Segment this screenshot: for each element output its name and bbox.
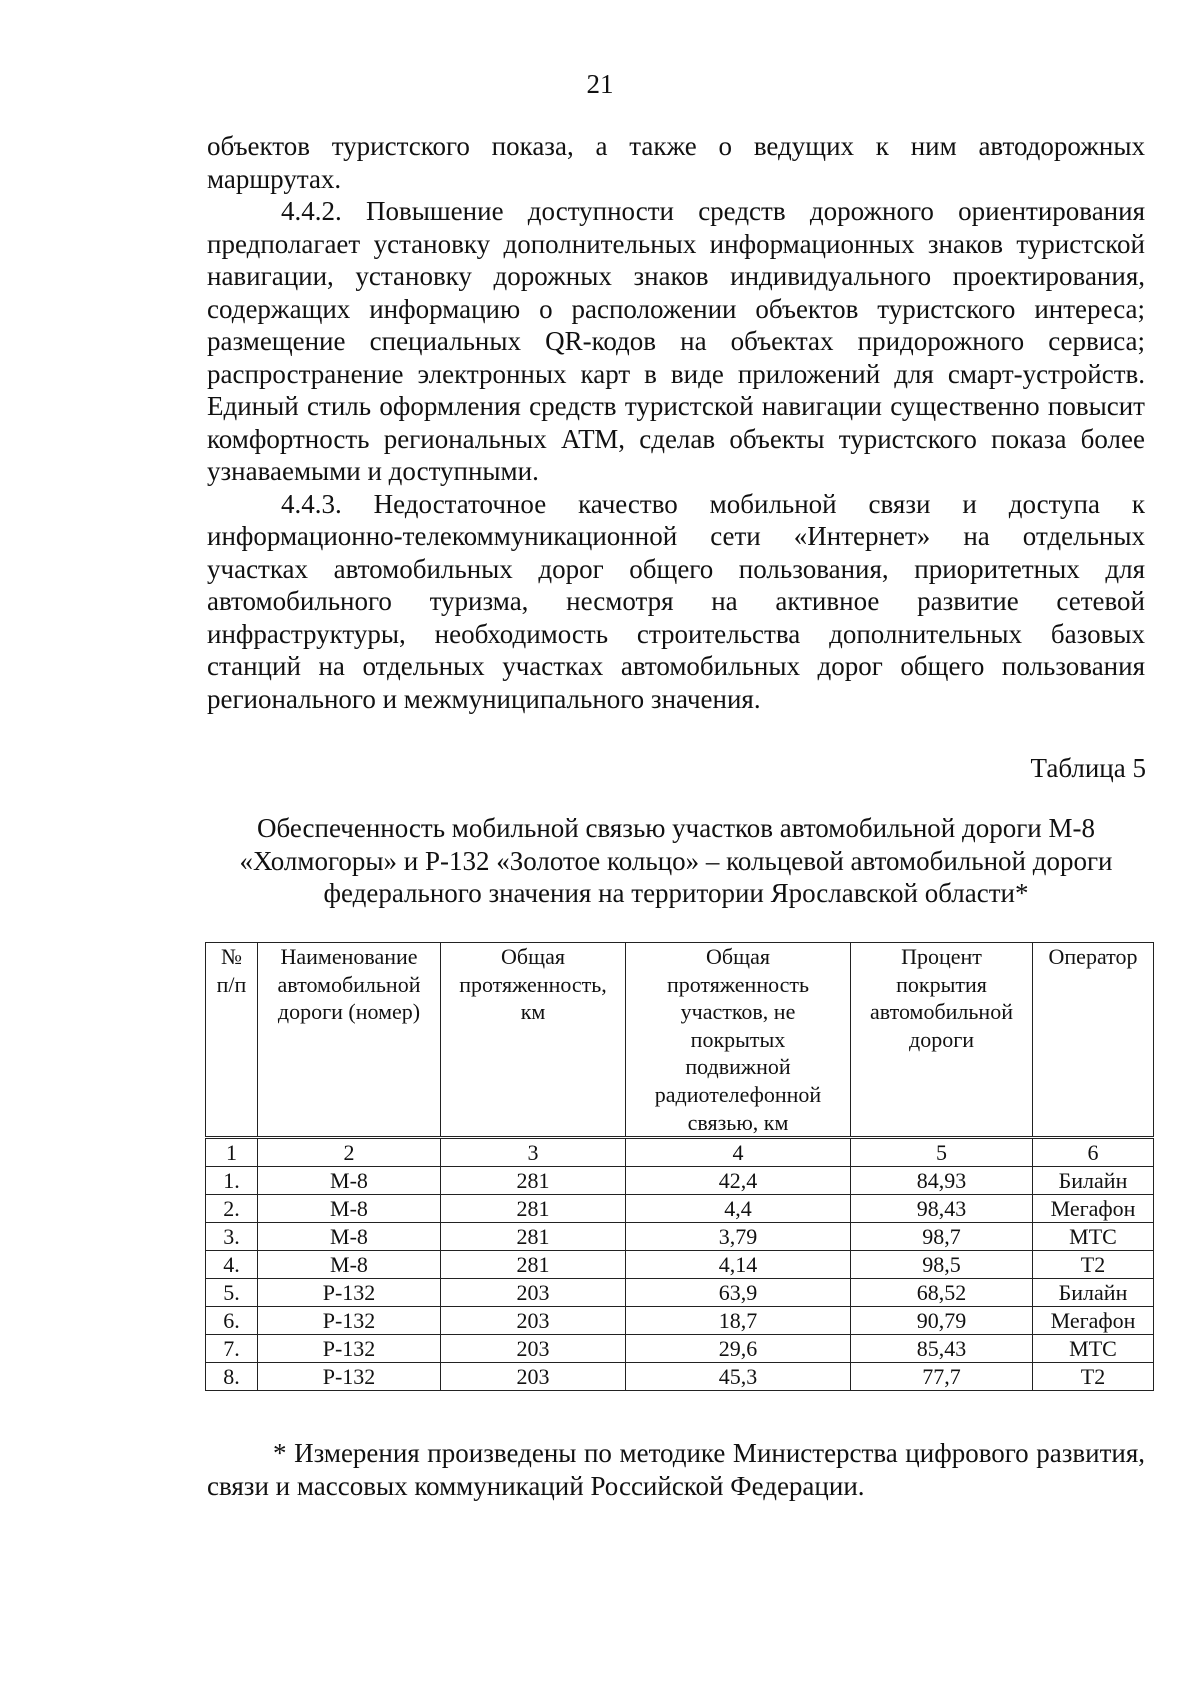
header-coverage-percent xyxy=(851,943,1033,1138)
table-cell: 1. xyxy=(206,1167,258,1195)
table-cell: 4,14 xyxy=(626,1251,851,1279)
table-cell: Т2 xyxy=(1033,1363,1154,1391)
table-cell: 98,43 xyxy=(851,1195,1033,1223)
table-row xyxy=(206,1251,1154,1279)
table-cell: 63,9 xyxy=(626,1279,851,1307)
header-line: подвижной xyxy=(685,1054,791,1080)
header-number xyxy=(206,943,258,1138)
header-total-length xyxy=(441,943,626,1138)
table-cell: Р-132 xyxy=(258,1363,441,1391)
body-text xyxy=(207,130,1145,715)
table-title-line: «Холмогоры» и Р-132 «Золотое кольцо» – кольцевой автомобильной дороги xyxy=(239,845,1113,876)
table-cell: 85,43 xyxy=(851,1335,1033,1363)
table-cell: 77,7 xyxy=(851,1363,1033,1391)
header-line: Общая xyxy=(501,944,565,969)
header-road-name xyxy=(258,943,441,1138)
header-line: участков, не xyxy=(680,999,796,1025)
header-line: автомобильной xyxy=(870,999,1013,1025)
column-number: 4 xyxy=(626,1138,851,1167)
table-cell: Р-132 xyxy=(258,1307,441,1335)
column-number: 3 xyxy=(441,1138,626,1167)
header-uncovered-length xyxy=(626,943,851,1138)
header-line: п/п xyxy=(216,971,247,997)
column-number: 2 xyxy=(258,1138,441,1167)
header-line: связью, км xyxy=(687,1109,789,1135)
table-cell: 4. xyxy=(206,1251,258,1279)
table-cell: 203 xyxy=(441,1279,626,1307)
table-cell: 281 xyxy=(441,1251,626,1279)
table-cell: Билайн xyxy=(1033,1167,1154,1195)
table-cell: 18,7 xyxy=(626,1307,851,1335)
header-line: дороги xyxy=(909,1026,974,1052)
table-cell: 3. xyxy=(206,1223,258,1251)
header-line: автомобильной xyxy=(277,971,421,997)
table-cell: МТС xyxy=(1033,1335,1154,1363)
table-cell: 68,52 xyxy=(851,1279,1033,1307)
header-line: км xyxy=(520,999,546,1025)
table-title xyxy=(207,812,1145,910)
header-line: Общая xyxy=(706,944,770,969)
table-cell: Билайн xyxy=(1033,1279,1154,1307)
header-line: Оператор xyxy=(1048,944,1138,969)
table-cell: Мегафон xyxy=(1033,1195,1154,1223)
table-cell: 98,5 xyxy=(851,1251,1033,1279)
header-line: покрытия xyxy=(896,971,987,997)
header-line: Процент xyxy=(901,944,982,969)
table-cell: 7. xyxy=(206,1335,258,1363)
table-cell: 281 xyxy=(441,1167,626,1195)
table-cell: 42,4 xyxy=(626,1167,851,1195)
footnote xyxy=(207,1437,1145,1502)
table-cell: 98,7 xyxy=(851,1223,1033,1251)
coverage-table xyxy=(205,942,1154,1391)
table-cell: 203 xyxy=(441,1335,626,1363)
table-cell: 8. xyxy=(206,1363,258,1391)
column-number: 6 xyxy=(1033,1138,1154,1167)
table-cell: 45,3 xyxy=(626,1363,851,1391)
header-operator xyxy=(1033,943,1154,1138)
table-cell: МТС xyxy=(1033,1223,1154,1251)
table-cell: 90,79 xyxy=(851,1307,1033,1335)
paragraph-continuation: объектов туристского показа, а также о ведущих к ним автодорожных маршрутах. xyxy=(207,131,1145,194)
table-row xyxy=(206,1279,1154,1307)
table-cell: Т2 xyxy=(1033,1251,1154,1279)
table-cell: 6. xyxy=(206,1307,258,1335)
table-header-row xyxy=(206,943,1154,1138)
table-cell: М-8 xyxy=(258,1195,441,1223)
table-cell: М-8 xyxy=(258,1251,441,1279)
column-number: 5 xyxy=(851,1138,1033,1167)
table-cell: 281 xyxy=(441,1223,626,1251)
header-line: покрытых xyxy=(690,1026,786,1052)
header-line: № xyxy=(221,944,242,969)
header-line: Наименование xyxy=(280,944,418,969)
table-cell: 2. xyxy=(206,1195,258,1223)
table-cell: 3,79 xyxy=(626,1223,851,1251)
table-cell: 29,6 xyxy=(626,1335,851,1363)
table-cell: 84,93 xyxy=(851,1167,1033,1195)
header-line: дороги (номер) xyxy=(277,999,421,1025)
table-cell: М-8 xyxy=(258,1167,441,1195)
table-cell: 203 xyxy=(441,1307,626,1335)
table-label: Таблица 5 xyxy=(1030,753,1146,783)
table-cell: Р-132 xyxy=(258,1279,441,1307)
column-number: 1 xyxy=(206,1138,258,1167)
table-cell: Мегафон xyxy=(1033,1307,1154,1335)
table-title-line: Обеспеченность мобильной связью участков автомобильной дороги М-8 xyxy=(257,813,1095,843)
table-cell: 281 xyxy=(441,1195,626,1223)
header-line: протяженность, xyxy=(459,971,607,997)
table-cell: 4,4 xyxy=(626,1195,851,1223)
table-row xyxy=(206,1167,1154,1195)
page-number: 21 xyxy=(586,69,614,99)
table-title-line: федерального значения на территории Ярославской области* xyxy=(323,878,1029,908)
header-line: протяженность xyxy=(666,971,810,997)
paragraph-4-4-2: 4.4.2. Повышение доступности средств дорожного ориентирования предполагает установку дополнительных информационных знаков туристской навигации, установку дорожных знаков индивидуального проектирования, содержащих информацию о расположении объектов туристского интереса; размещение специальных QR-кодов на объектах придорожного сервиса; распространение электронных карт в виде приложений для смарт-устройств. Единый стиль оформления средств туристской навигации существенно повысит комфортность региональных АТМ, сделав объекты туристского показа более узнаваемыми и доступными. xyxy=(207,196,1145,486)
table-row xyxy=(206,1223,1154,1251)
table-row xyxy=(206,1307,1154,1335)
table-row xyxy=(206,1195,1154,1223)
table-cell: Р-132 xyxy=(258,1335,441,1363)
table-row xyxy=(206,1363,1154,1391)
table-cell: 5. xyxy=(206,1279,258,1307)
table-row xyxy=(206,1335,1154,1363)
header-line: радиотелефонной xyxy=(654,1081,822,1107)
footnote-text: * Измерения произведены по методике Министерства цифрового развития, связи и массовых коммуникаций Российской Федерации. xyxy=(207,1438,1145,1501)
table-cell: 203 xyxy=(441,1363,626,1391)
column-numbers-row xyxy=(206,1138,1154,1167)
paragraph-4-4-3: 4.4.3. Недостаточное качество мобильной связи и доступа к информационно-телекоммуникационной сети «Интернет» на отдельных участках автомобильных дорог общего пользования, приоритетных для автомобильного туризма, несмотря на активное развитие сетевой инфраструктуры, необходимость строительства дополнительных базовых станций на отдельных участках автомобильных дорог общего пользования регионального и межмуниципального значения. xyxy=(207,488,1145,714)
table-cell: М-8 xyxy=(258,1223,441,1251)
